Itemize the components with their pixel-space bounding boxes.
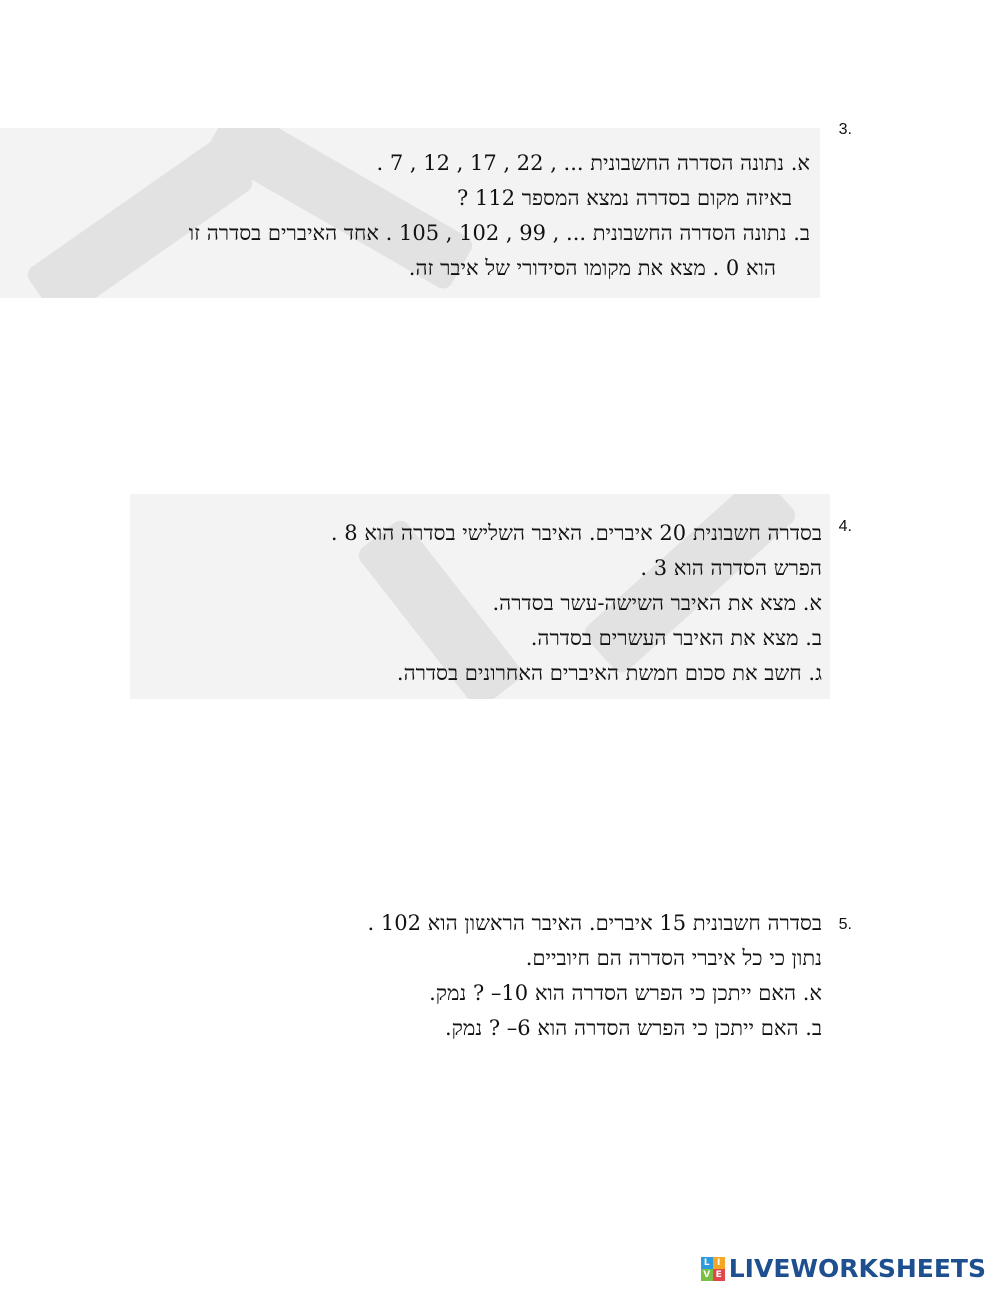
question-5-line: א. האם ייתכן כי הפרש הסדרה הוא 10– ? נמק. bbox=[429, 981, 822, 1005]
question-3-text bbox=[189, 146, 810, 286]
question-4-text bbox=[331, 516, 822, 691]
liveworksheets-logo-icon: L I V E bbox=[701, 1257, 725, 1281]
question-5-line: בסדרה חשבונית 15 איברים. האיבר הראשון הוא 102 . bbox=[367, 911, 822, 935]
question-3-line: באיזה מקום בסדרה נמצא המספר 112 ? bbox=[457, 186, 792, 210]
question-4-line: א. מצא את האיבר השישה-עשר בסדרה. bbox=[492, 591, 822, 615]
question-5-text bbox=[367, 906, 822, 1046]
question-4-number: 4. bbox=[838, 518, 852, 535]
question-5-line: ב. האם ייתכן כי הפרש הסדרה הוא 6– ? נמק. bbox=[444, 1016, 822, 1040]
question-3-line: א. נתונה הסדרה החשבונית ... , 22 , 17 , 12 , 7 . bbox=[376, 151, 810, 175]
question-3-line: הוא 0 . מצא את מקומו הסידורי של איבר זה. bbox=[408, 256, 776, 280]
question-4-line: ג. חשב את סכום חמשת האיברים האחרונים בסדרה. bbox=[396, 661, 822, 685]
question-4-line: ב. מצא את האיבר העשרים בסדרה. bbox=[530, 626, 822, 650]
question-3-line: ב. נתונה הסדרה החשבונית ... , 99 , 102 , 105 . אחד האיברים בסדרה זו bbox=[188, 221, 810, 245]
question-4-line: הפרש הסדרה הוא 3 . bbox=[640, 556, 822, 580]
question-5-line: נתון כי כל איברי הסדרה הם חיוביים. bbox=[525, 946, 822, 970]
liveworksheets-brand bbox=[701, 1254, 986, 1283]
question-3-number: 3. bbox=[838, 121, 852, 138]
brand-name: LIVEWORKSHEETS bbox=[728, 1254, 986, 1283]
question-5-number: 5. bbox=[838, 916, 852, 933]
question-4-line: בסדרה חשבונית 20 איברים. האיבר השלישי בסדרה הוא 8 . bbox=[330, 521, 822, 545]
